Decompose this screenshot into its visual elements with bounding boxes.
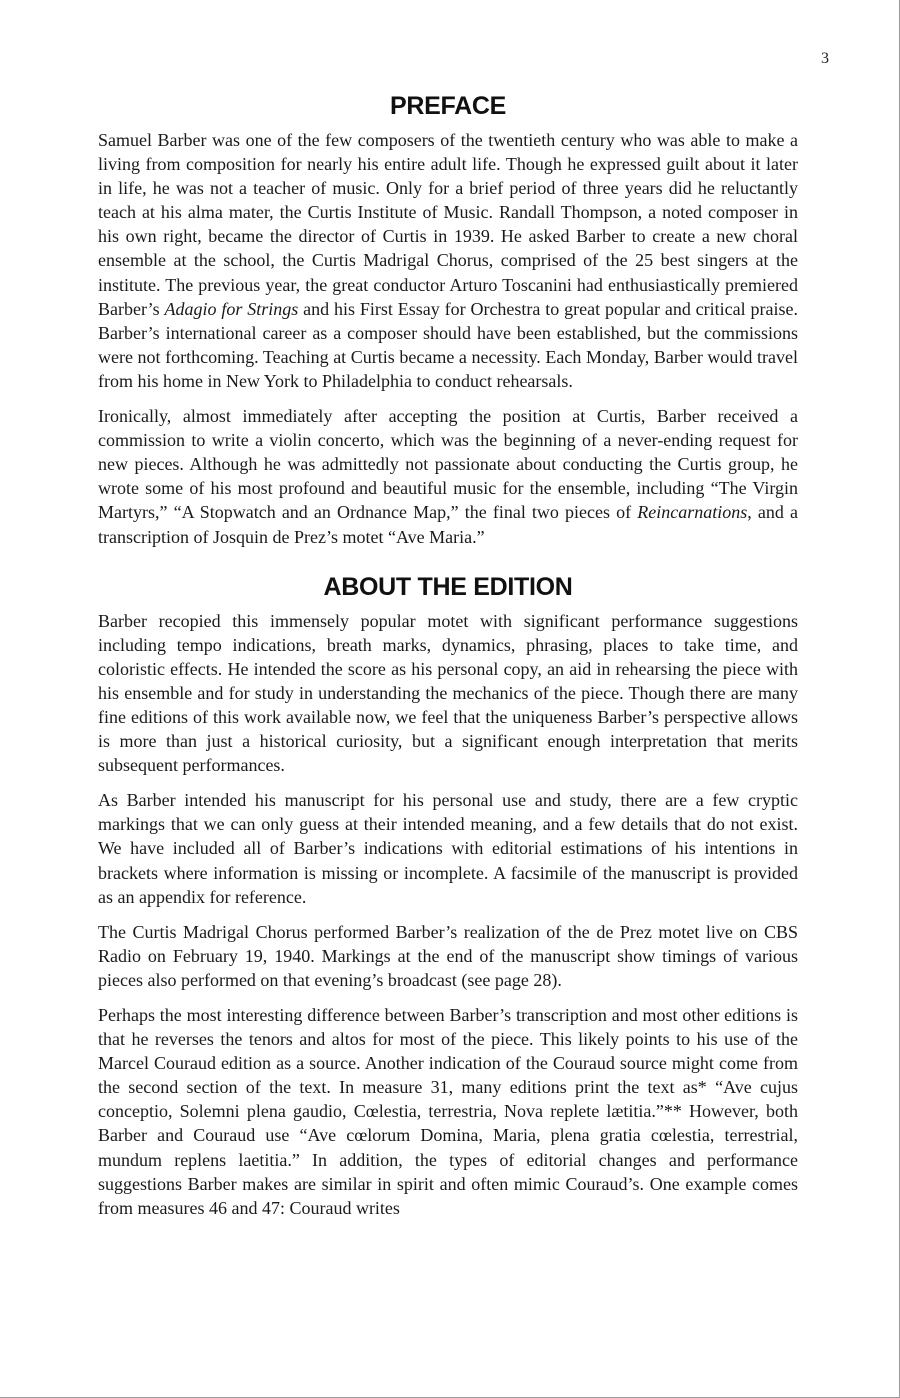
preface-p2-text-b: , and a transcription of Josquin de Prez’s motet “Ave Maria.” bbox=[98, 502, 798, 547]
preface-p2-work-title: Reincarnations bbox=[637, 502, 748, 523]
preface-heading: PREFACE bbox=[390, 92, 506, 120]
about-edition-section bbox=[98, 569, 798, 1220]
preface-p2-text-a: Ironically, almost immediately after accepting the position at Curtis, Barber received a commission to write a violin concerto, which was the beginning of a never-ending request for new pieces. Although he was admittedly not passionate about conducting the Curtis group, he wrote some of his most profound and beautiful music for the ensemble, including “The Virgin Martyrs,” “A Stopwatch and an Ordnance Map,” the final two pieces of bbox=[98, 406, 798, 523]
edition-paragraph-1: Barber recopied this immensely popular motet with significant performance suggestions including tempo indications, breath marks, dynamics, phrasing, places to take time, and coloristic effects. He intended the score as his personal copy, an aid in rehearsing the piece with his ensemble and for study in understanding the mechanics of the piece. Though there are many fine editions of this work available now, we feel that the uniqueness Barber’s perspective allows is more than just a historical curiosity, but a significant enough interpretation that merits subsequent performances. bbox=[98, 610, 798, 776]
preface-section bbox=[98, 88, 798, 549]
preface-p1-text-a: Samuel Barber was one of the few composers of the twentieth century who was able to make a living from composition for nearly his entire adult life. Though he expressed guilt about it later in life, he was not a teacher of music. Only for a brief period of three years did he reluctantly teach at his alma mater, the Curtis Institute of Music. Randall Thompson, a noted composer in his own right, became the director of Curtis in 1939. He asked Barber to create a new choral ensemble at the school, the Curtis Madrigal Chorus, comprised of the 25 best singers at the institute. The previous year, the great conductor Arturo Toscanini had enthusiastically premiered Barber’s bbox=[98, 130, 798, 319]
about-edition-heading: ABOUT THE EDITION bbox=[323, 572, 573, 601]
preface-paragraph-2 bbox=[98, 404, 798, 549]
preface-paragraph-1 bbox=[98, 128, 798, 393]
preface-p1-work-title: Adagio for Strings bbox=[164, 298, 299, 319]
page-content bbox=[98, 88, 798, 1231]
edition-paragraph-3: The Curtis Madrigal Chorus performed Barber’s realization of the de Prez motet live on CBS Radio on February 19, 1940. Markings at the end of the manuscript show timings of various pieces also performed on that evening’s broadcast (see page 28). bbox=[98, 921, 798, 990]
page-number: 3 bbox=[821, 50, 829, 67]
preface-p1-text-b: and his First Essay for Orchestra to great popular and critical praise. Barber’s international career as a composer should have been established, but the commissions were not forthcoming. Teaching at Curtis became a necessity. Each Monday, Barber would travel from his home in New York to Philadelphia to conduct rehearsals. bbox=[98, 298, 798, 391]
edition-paragraph-2: As Barber intended his manuscript for his personal use and study, there are a few cryptic markings that we can only guess at their intended meaning, and a few details that do not exist. We have included all of Barber’s indications with editorial estimations of his intentions in brackets where information is missing or incomplete. A facsimile of the manuscript is provided as an appendix for reference. bbox=[98, 790, 798, 907]
edition-paragraph-4: Perhaps the most interesting difference between Barber’s transcription and most other editions is that he reverses the tenors and altos for most of the piece. This likely points to his use of the Marcel Couraud edition as a source. Another indication of the Couraud source might come from the second section of the text. In measure 31, many editions print the text as* “Ave cujus conceptio, Solemni plena gaudio, Cœlestia, terrestria, Nova replete lætitia.”** However, both Barber and Couraud use “Ave cœlorum Domina, Maria, plena gratia cœlestia, terrestrial, mundum replens laetitia.” In addition, the types of editorial changes and performance suggestions Barber makes are similar in spirit and often mimic Couraud’s. One example comes from measures 46 and 47: Couraud writes bbox=[98, 1005, 798, 1218]
